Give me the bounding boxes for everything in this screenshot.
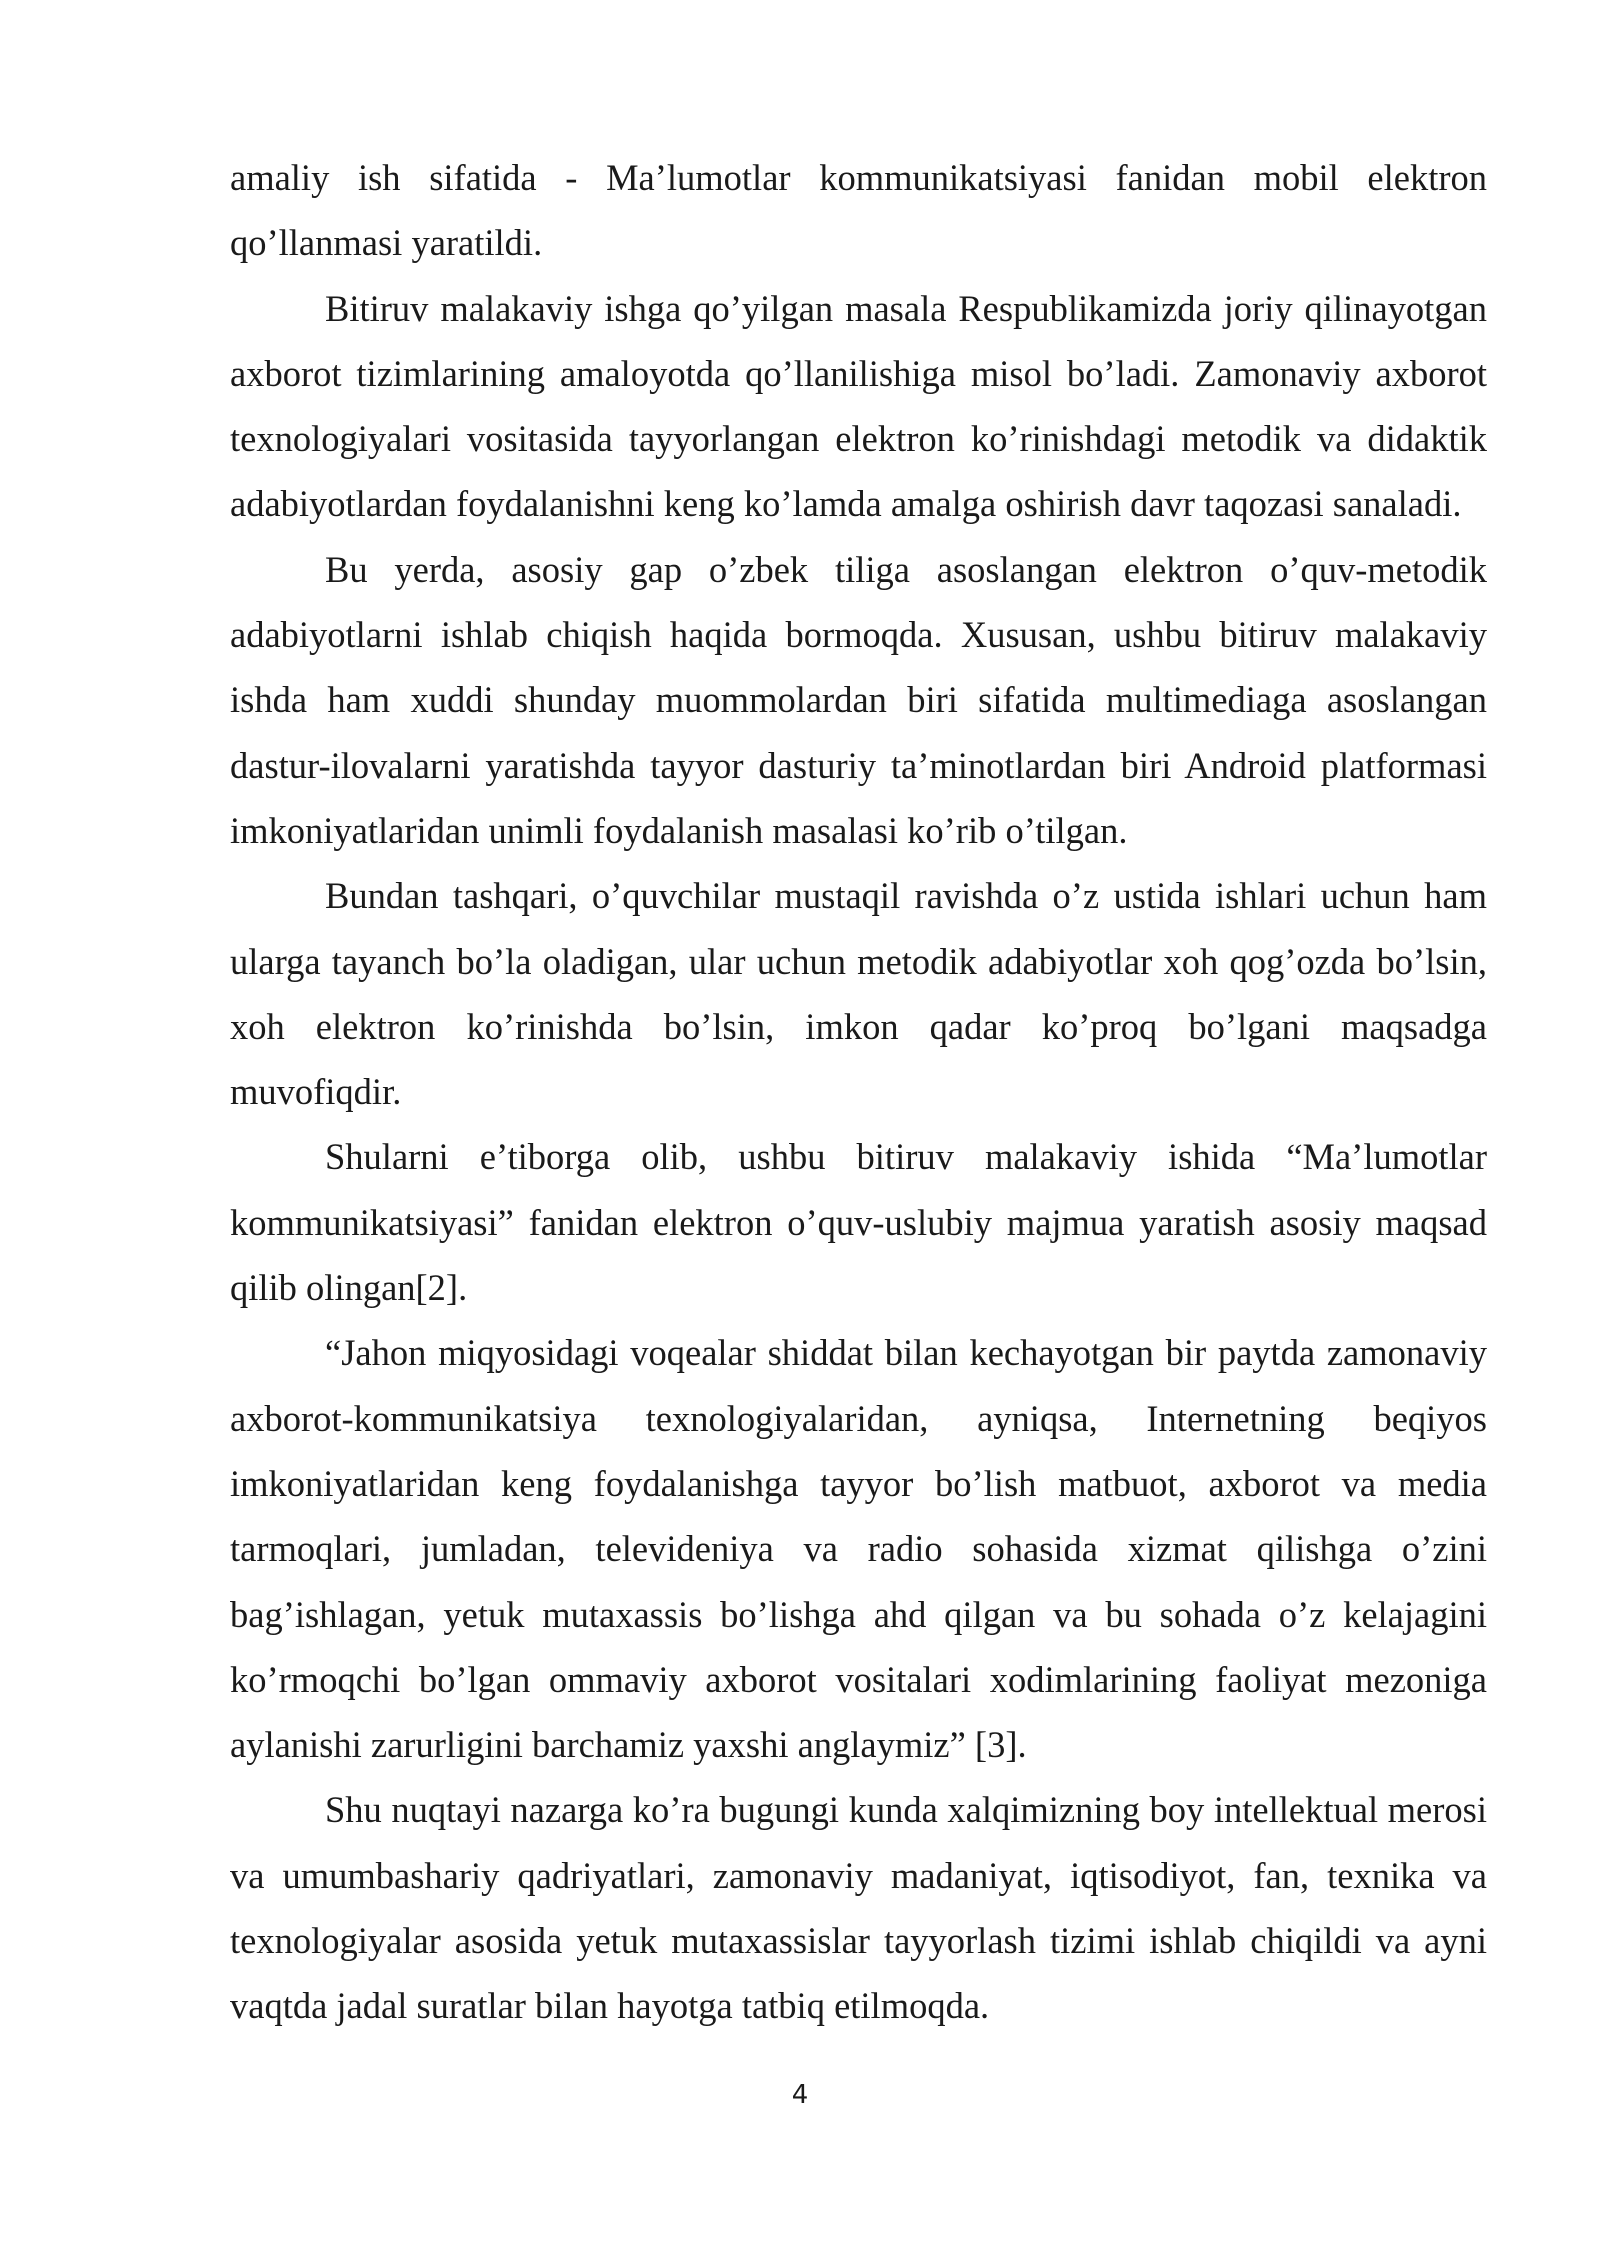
paragraph: Shularni e’tiborga olib, ushbu bitiruv malakaviy ishida “Ma’lumotlar kommunikatsiyasi” fanidan elektron o’quv-uslubiy majmua yaratish asosiy maqsad qilib olingan[2]. [230, 1136, 1487, 1309]
paragraph: Bundan tashqari, o’quvchilar mustaqil ravishda o’z ustida ishlari uchun ham ularga tayanch bo’la oladigan, ular uchun metodik adabiyotlar xoh qog’ozda bo’lsin, xoh elektron ko’rinishda bo’lsin, imkon qadar ko’proq bo’lgani maqsadga muvofiqdir. [230, 875, 1487, 1113]
document-body [230, 145, 1487, 2039]
page-number: 4 [791, 2080, 809, 2110]
paragraph: Shu nuqtayi nazarga ko’ra bugungi kunda xalqimizning boy intellektual merosi va umumbashariy qadriyatlari, zamonaviy madaniyat, iqtisodiyot, fan, texnika va texnologiyalar asosida yetuk mutaxassislar tayyorlash tizimi ishlab chiqildi va ayni vaqtda jadal suratlar bilan hayotga tatbiq etilmoqda. [230, 1789, 1487, 2027]
quote-paragraph: “Jahon miqyosidagi voqealar shiddat bilan kechayotgan bir paytda zamonaviy axborot-kommunikatsiya texnologiyalaridan, ayniqsa, Internetning beqiyos imkoniyatlaridan keng foydalanishga tayyor bo’lish matbuot, axborot va media tarmoqlari, jumladan, televideniya va radio sohasida xizmat qilishga o’zini bag’ishlagan, yetuk mutaxassis bo’lishga ahd qilgan va bu sohada o’z kelajagini ko’rmoqchi bo’lgan ommaviy axborot vositalari xodimlarining faoliyat mezoniga aylanishi zarurligini barchamiz yaxshi anglaymiz” [3]. [230, 1332, 1487, 1766]
paragraph-continuation: amaliy ish sifatida - Ma’lumotlar kommunikatsiyasi fanidan mobil elektron qo’llanmasi yaratildi. [230, 157, 1487, 264]
paragraph: Bu yerda, asosiy gap o’zbek tiliga asoslangan elektron o’quv-metodik adabiyotlarni ishlab chiqish haqida bormoqda. Xususan, ushbu bitiruv malakaviy ishda ham xuddi shunday muommolardan biri sifatida multimediaga asoslangan dastur-ilovalarni yaratishda tayyor dasturiy ta’minotlardan biri Android platformasi imkoniyatlaridan unimli foydalanish masalasi ko’rib o’tilgan. [230, 548, 1487, 851]
paragraph: Bitiruv malakaviy ishga qo’yilgan masala Respublikamizda joriy qilinayotgan axborot tizimlarining amaloyotda qo’llanilishiga misol bo’ladi. Zamonaviy axborot texnologiyalari vositasida tayyorlangan elektron ko’rinishdagi metodik va didaktik adabiyotlardan foydalanishni keng ko’lamda amalga oshirish davr taqozasi sanaladi. [230, 287, 1487, 525]
